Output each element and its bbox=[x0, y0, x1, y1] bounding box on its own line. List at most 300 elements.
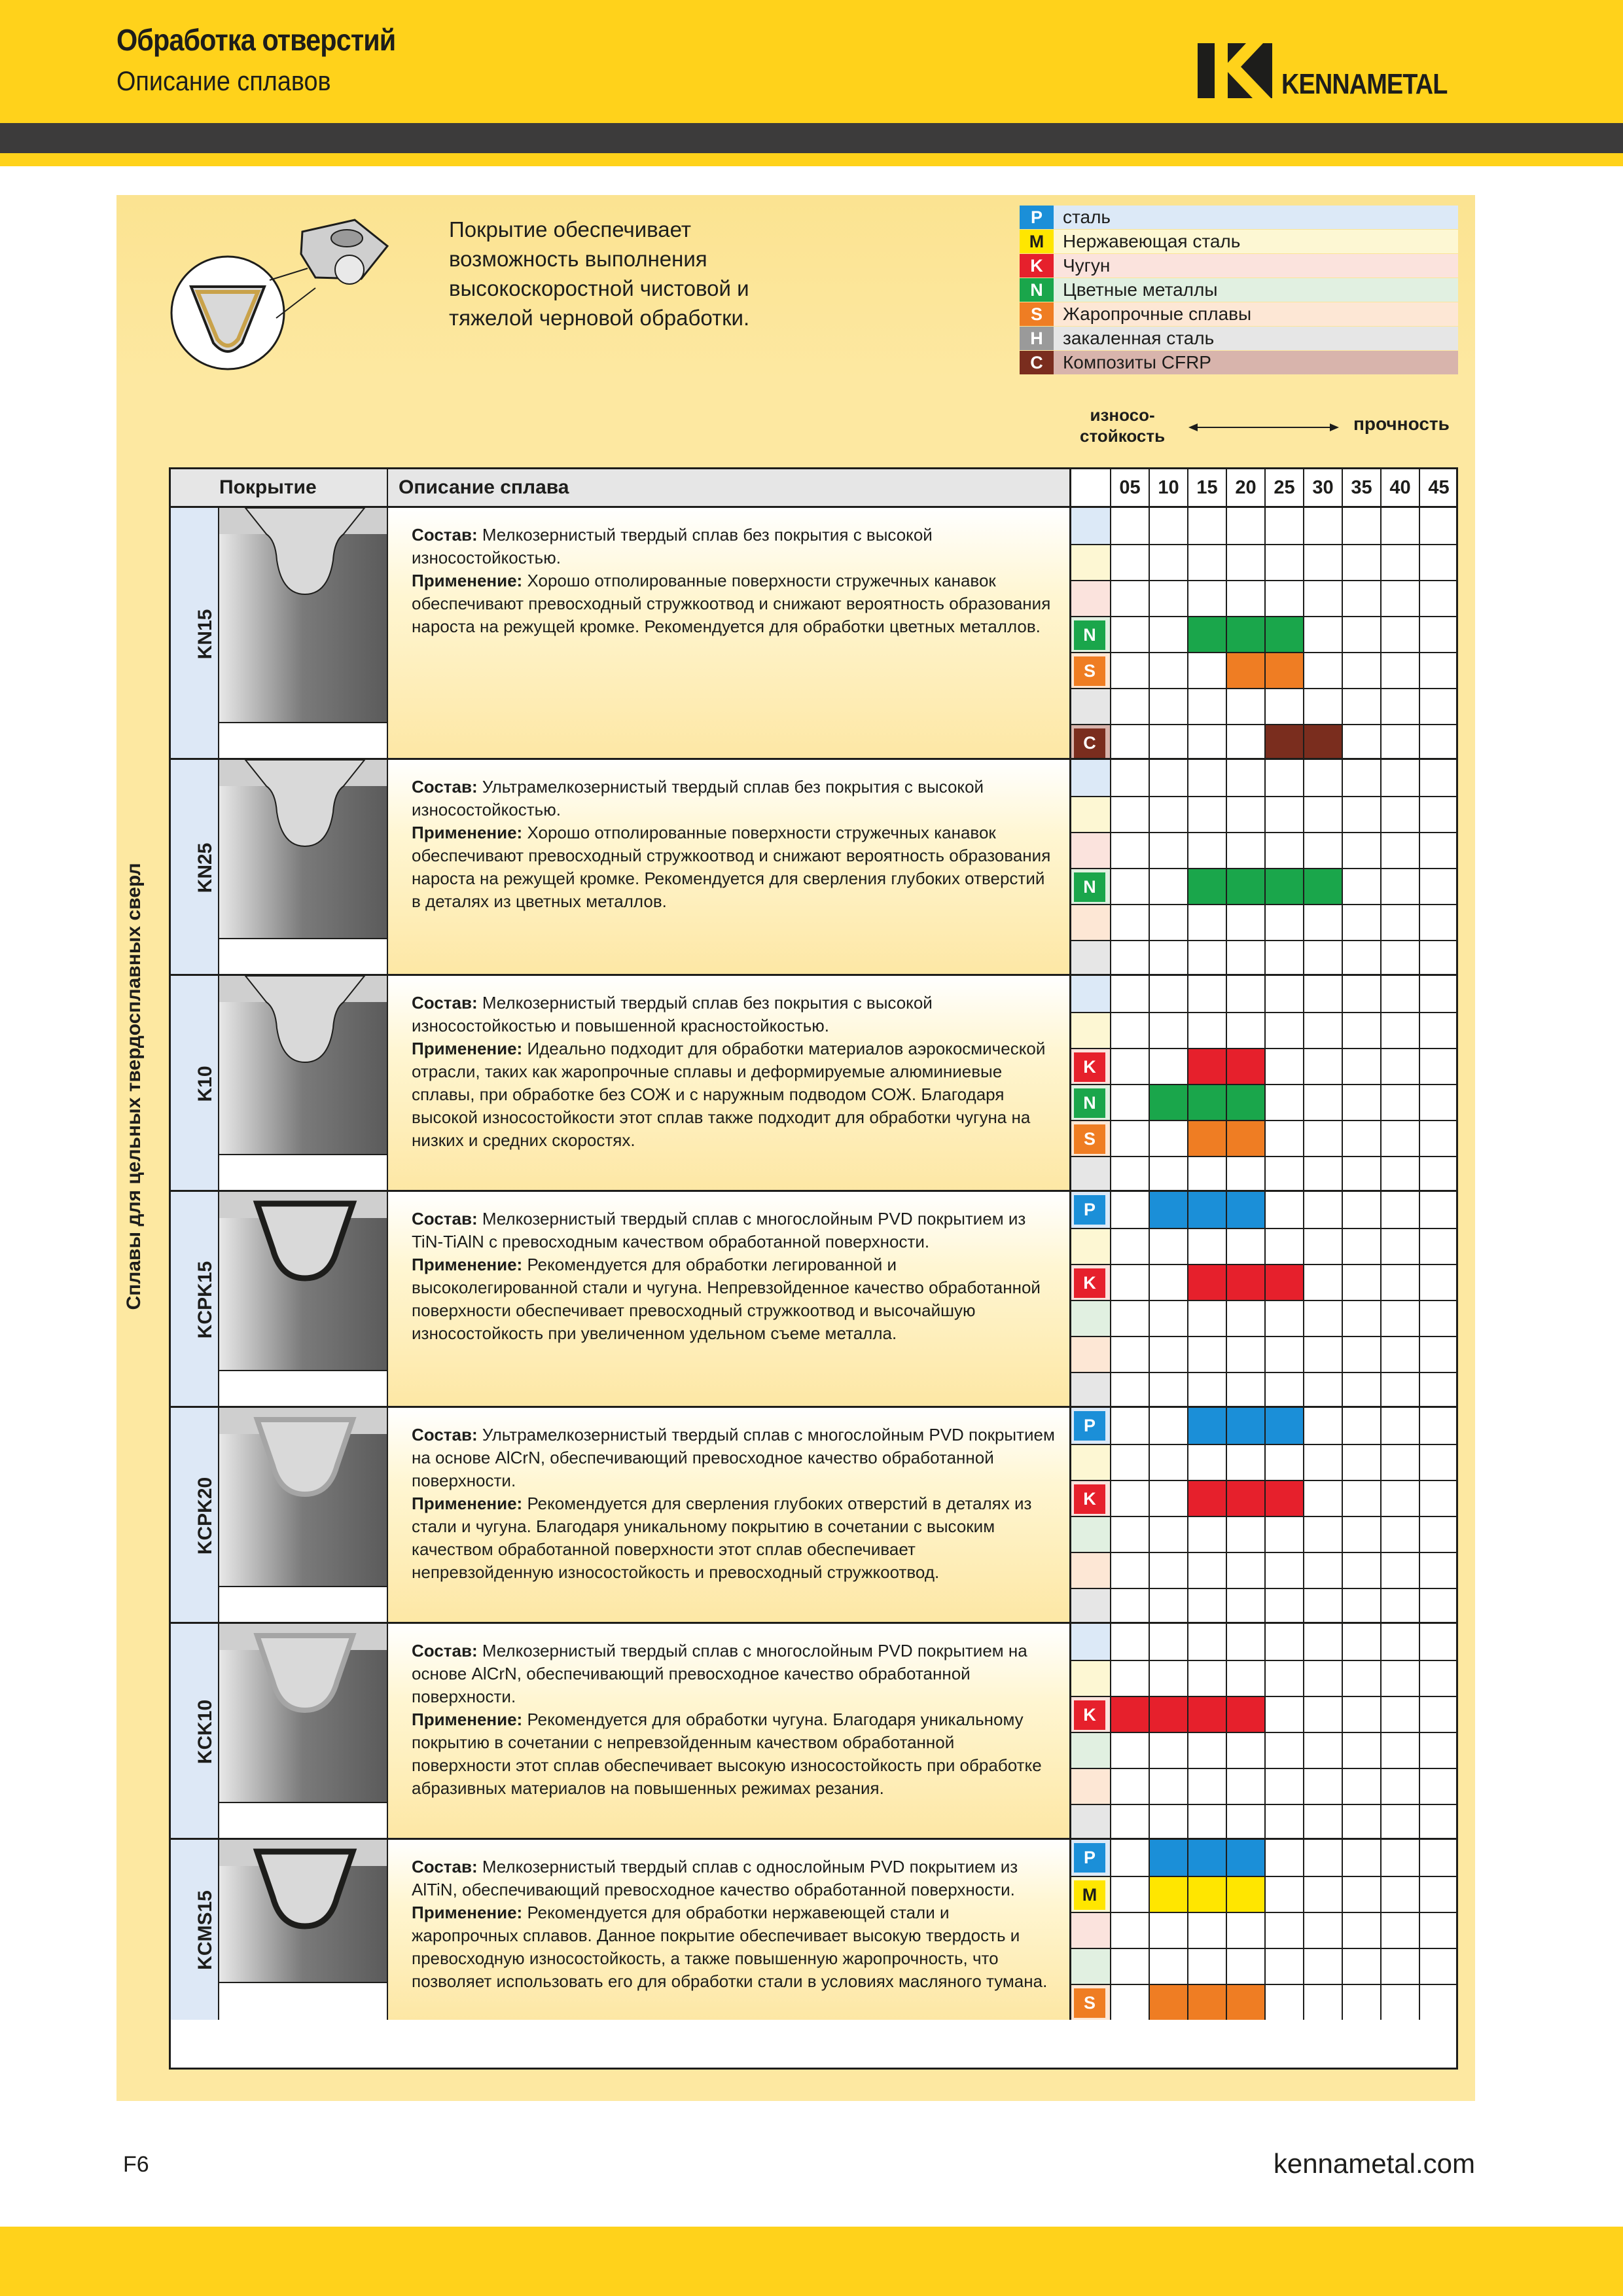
grade-row-n bbox=[1071, 616, 1456, 652]
application-text bbox=[412, 1708, 1055, 1800]
grade-cell bbox=[1380, 1553, 1419, 1588]
grade-cell bbox=[1303, 1517, 1342, 1552]
grade-cell bbox=[1187, 1949, 1226, 1984]
grade-cell bbox=[1226, 1985, 1264, 2020]
grade-cell bbox=[1264, 1553, 1303, 1588]
grade-cell bbox=[1303, 1265, 1342, 1300]
grade-cell bbox=[1226, 1229, 1264, 1264]
page-number: F6 bbox=[123, 2152, 149, 2177]
grade-cell bbox=[1419, 905, 1457, 940]
grade-cell bbox=[1226, 1013, 1264, 1048]
coating-illustration bbox=[219, 1840, 388, 2020]
grade-row-h bbox=[1071, 1804, 1456, 1840]
legend-code: N bbox=[1020, 278, 1054, 302]
grade-cell bbox=[1303, 1013, 1342, 1048]
alloy-name-cell bbox=[171, 1624, 219, 1840]
grade-cell bbox=[1264, 1013, 1303, 1048]
grade-cell bbox=[1380, 1337, 1419, 1372]
composition-label: Состав: bbox=[412, 1425, 478, 1444]
grade-cell bbox=[1187, 1877, 1226, 1912]
material-tag: K bbox=[1074, 1484, 1105, 1514]
alloy-name-cell bbox=[171, 1192, 219, 1408]
grade-cell bbox=[1110, 1049, 1149, 1084]
grade-cell bbox=[1149, 508, 1187, 544]
grade-row-m bbox=[1071, 1876, 1456, 1912]
grade-cell bbox=[1187, 905, 1226, 940]
grade-cell bbox=[1264, 869, 1303, 904]
material-tag: S bbox=[1074, 656, 1105, 686]
material-tag: P bbox=[1074, 1411, 1105, 1441]
grade-cell bbox=[1264, 1192, 1303, 1228]
header-dark-bar bbox=[0, 123, 1623, 153]
grade-cell bbox=[1110, 725, 1149, 760]
grade-cell bbox=[1342, 797, 1380, 832]
grade-cell bbox=[1149, 905, 1187, 940]
material-swatch bbox=[1071, 1157, 1110, 1192]
grade-cell bbox=[1342, 1085, 1380, 1120]
grade-cell bbox=[1342, 1481, 1380, 1516]
grade-cell bbox=[1419, 545, 1457, 580]
grade-cell bbox=[1419, 1481, 1457, 1516]
grade-cell bbox=[1380, 1157, 1419, 1192]
alloy-description bbox=[388, 976, 1071, 1192]
grade-cell bbox=[1187, 581, 1226, 616]
grade-row-k bbox=[1071, 1480, 1456, 1516]
grade-cell bbox=[1226, 725, 1264, 760]
grade-cell bbox=[1380, 1697, 1419, 1732]
material-tag: P bbox=[1074, 1195, 1105, 1225]
composition-value: Мелкозернистый твердый сплав с многослойным PVD покрытием на основе AlCrN, обеспечивающий превосходное качество обработанной поверхности. bbox=[412, 1641, 1027, 1706]
material-swatch bbox=[1071, 545, 1110, 580]
application-value: Рекомендуется для сверления глубоких отверстий в деталях из стали и чугуна. Благодаря уникальному покрытию в сочетании с высоким качеством обработанной поверхности этот сплав обеспечивает непревзойденную износостойкость и превосходный стружкоотвод. bbox=[412, 1494, 1032, 1582]
grade-cell bbox=[1149, 797, 1187, 832]
grade-cell bbox=[1226, 1877, 1264, 1912]
grade-cell bbox=[1110, 545, 1149, 580]
grade-cell bbox=[1149, 869, 1187, 904]
grade-cell bbox=[1380, 725, 1419, 760]
grade-cell bbox=[1419, 1769, 1457, 1804]
grade-cell bbox=[1187, 1408, 1226, 1444]
grade-cell bbox=[1303, 581, 1342, 616]
grade-cell bbox=[1419, 1229, 1457, 1264]
grade-row-p bbox=[1071, 1840, 1456, 1876]
legend-label: Цветные металлы bbox=[1054, 278, 1458, 302]
grade-cell bbox=[1380, 905, 1419, 940]
grade-cell bbox=[1342, 1985, 1380, 2020]
grade-cell bbox=[1342, 1049, 1380, 1084]
composition-label: Состав: bbox=[412, 993, 478, 1013]
grade-cell bbox=[1342, 1337, 1380, 1372]
grade-cell bbox=[1110, 1877, 1149, 1912]
alloy-row-kcms15 bbox=[171, 1838, 1456, 2018]
grade-row-m bbox=[1071, 1444, 1456, 1480]
grade-cell bbox=[1342, 1517, 1380, 1552]
grade-header-blank bbox=[1071, 469, 1110, 506]
grade-cell bbox=[1264, 1229, 1303, 1264]
grade-cell bbox=[1149, 833, 1187, 868]
grade-cell bbox=[1226, 581, 1264, 616]
grade-row-p bbox=[1071, 760, 1456, 796]
grade-cell bbox=[1226, 1085, 1264, 1120]
alloy-description bbox=[388, 1624, 1071, 1840]
material-swatch bbox=[1071, 1949, 1110, 1984]
grade-cell bbox=[1187, 725, 1226, 760]
header-yellow-line bbox=[0, 153, 1623, 166]
grade-cell bbox=[1342, 1805, 1380, 1840]
grade-cell bbox=[1149, 545, 1187, 580]
grade-cell bbox=[1187, 1805, 1226, 1840]
grade-cell bbox=[1303, 1481, 1342, 1516]
alloy-name: KCK10 bbox=[194, 1699, 216, 1765]
grade-cell bbox=[1303, 1769, 1342, 1804]
grade-row-h bbox=[1071, 1372, 1456, 1408]
grade-cell bbox=[1187, 869, 1226, 904]
grade-cell bbox=[1264, 1805, 1303, 1840]
material-swatch bbox=[1071, 797, 1110, 832]
grade-cell bbox=[1264, 581, 1303, 616]
alloy-name-cell bbox=[171, 1840, 219, 2020]
grade-cell bbox=[1110, 1445, 1149, 1480]
grade-cell bbox=[1303, 869, 1342, 904]
material-swatch bbox=[1071, 1517, 1110, 1552]
application-label: Применение: bbox=[412, 1903, 523, 1922]
material-tag: N bbox=[1074, 872, 1105, 902]
grade-cell bbox=[1110, 1301, 1149, 1336]
grade-cell bbox=[1264, 1445, 1303, 1480]
grade-cell bbox=[1149, 976, 1187, 1012]
application-label: Применение: bbox=[412, 1710, 523, 1729]
grade-cell bbox=[1419, 1049, 1457, 1084]
grade-cell bbox=[1303, 1949, 1342, 1984]
grade-cell bbox=[1303, 1229, 1342, 1264]
grade-cell bbox=[1303, 797, 1342, 832]
grade-cell bbox=[1110, 581, 1149, 616]
scale-wear-label: износо- стойкость bbox=[1080, 405, 1166, 446]
grade-row-n bbox=[1071, 1516, 1456, 1552]
grade-cell bbox=[1226, 1265, 1264, 1300]
grade-cell bbox=[1110, 508, 1149, 544]
grade-cell bbox=[1226, 1481, 1264, 1516]
legend-code: H bbox=[1020, 327, 1054, 350]
grade-cell bbox=[1264, 1985, 1303, 2020]
legend-code: S bbox=[1020, 302, 1054, 326]
grade-cell bbox=[1303, 1697, 1342, 1732]
grade-cell bbox=[1303, 1624, 1342, 1660]
grade-cell bbox=[1342, 1408, 1380, 1444]
grade-cell bbox=[1419, 1733, 1457, 1768]
grade-cell bbox=[1187, 1049, 1226, 1084]
grade-cell bbox=[1187, 941, 1226, 976]
material-swatch bbox=[1071, 1553, 1110, 1588]
grade-row-s bbox=[1071, 1984, 1456, 2020]
grade-cell bbox=[1342, 545, 1380, 580]
alloy-name: KN25 bbox=[194, 842, 216, 893]
grade-cell bbox=[1149, 1085, 1187, 1120]
alloy-name: KCMS15 bbox=[194, 1890, 216, 1970]
grade-cell bbox=[1110, 1589, 1149, 1624]
grade-cell bbox=[1303, 1805, 1342, 1840]
grade-cell bbox=[1264, 1840, 1303, 1876]
grade-cell bbox=[1187, 1840, 1226, 1876]
grade-cell bbox=[1419, 1697, 1457, 1732]
legend-code: C bbox=[1020, 351, 1054, 374]
grade-cell bbox=[1187, 1733, 1226, 1768]
grade-cell bbox=[1342, 869, 1380, 904]
grade-cell bbox=[1380, 1769, 1419, 1804]
grade-cell bbox=[1303, 1733, 1342, 1768]
grade-cell bbox=[1264, 1265, 1303, 1300]
application-value: Хорошо отполированные поверхности стружечных канавок обеспечивают превосходный стружкоотвод и снижают вероятность образования нароста на режущей кромке. Рекомендуется для обработки цветных металлов. bbox=[412, 571, 1051, 636]
grade-cell bbox=[1149, 1733, 1187, 1768]
grade-cell bbox=[1303, 508, 1342, 544]
grade-cell bbox=[1303, 1589, 1342, 1624]
material-swatch bbox=[1071, 760, 1110, 796]
grade-cell bbox=[1342, 905, 1380, 940]
grade-row-p bbox=[1071, 1408, 1456, 1444]
grade-cell bbox=[1110, 1337, 1149, 1372]
grade-cell bbox=[1342, 833, 1380, 868]
grade-cell bbox=[1226, 1373, 1264, 1408]
grade-cell bbox=[1226, 1697, 1264, 1732]
grade-cell bbox=[1380, 833, 1419, 868]
material-swatch bbox=[1071, 689, 1110, 724]
material-swatch bbox=[1071, 1624, 1110, 1660]
legend-label: закаленная сталь bbox=[1054, 327, 1458, 350]
grade-cell bbox=[1303, 1840, 1342, 1876]
grade-cell bbox=[1303, 1373, 1342, 1408]
grade-cell bbox=[1149, 1805, 1187, 1840]
grade-cell bbox=[1264, 760, 1303, 796]
grade-cell bbox=[1110, 1373, 1149, 1408]
grade-cell bbox=[1342, 1192, 1380, 1228]
material-tag: K bbox=[1074, 1268, 1105, 1298]
grade-cell bbox=[1187, 1553, 1226, 1588]
grade-row-k bbox=[1071, 580, 1456, 616]
application-text bbox=[412, 1253, 1055, 1345]
legend-code: M bbox=[1020, 230, 1054, 253]
grade-cell bbox=[1226, 941, 1264, 976]
grade-cell bbox=[1149, 1985, 1187, 2020]
grade-cell bbox=[1380, 1877, 1419, 1912]
grade-cell bbox=[1110, 941, 1149, 976]
grade-cell bbox=[1149, 1553, 1187, 1588]
grade-row-h bbox=[1071, 688, 1456, 724]
grade-cell bbox=[1226, 1157, 1264, 1192]
application-text bbox=[412, 1492, 1055, 1584]
grade-cell bbox=[1264, 1517, 1303, 1552]
legend-code: P bbox=[1020, 206, 1054, 229]
composition-value: Мелкозернистый твердый сплав без покрытия с высокой износостойкостью. bbox=[412, 525, 933, 567]
grade-cell bbox=[1187, 1481, 1226, 1516]
legend-row bbox=[1020, 327, 1458, 350]
grade-cell bbox=[1342, 508, 1380, 544]
grade-cell bbox=[1419, 1624, 1457, 1660]
grade-cell bbox=[1303, 653, 1342, 688]
grade-cell bbox=[1264, 689, 1303, 724]
grade-cell bbox=[1187, 1445, 1226, 1480]
grade-cell bbox=[1419, 1192, 1457, 1228]
grade-cell bbox=[1110, 689, 1149, 724]
grade-cell bbox=[1187, 1697, 1226, 1732]
grade-cell bbox=[1303, 1049, 1342, 1084]
grade-cell bbox=[1264, 941, 1303, 976]
grade-cell bbox=[1264, 1481, 1303, 1516]
grade-cell bbox=[1380, 1517, 1419, 1552]
alloy-name-cell bbox=[171, 760, 219, 976]
material-swatch bbox=[1071, 1445, 1110, 1480]
composition-label: Состав: bbox=[412, 1641, 478, 1660]
grade-cell bbox=[1264, 508, 1303, 544]
grade-cell bbox=[1149, 1589, 1187, 1624]
grade-cell bbox=[1380, 1624, 1419, 1660]
grade-cell bbox=[1419, 1301, 1457, 1336]
material-swatch bbox=[1071, 1301, 1110, 1336]
material-swatch bbox=[1071, 508, 1110, 544]
grade-cell bbox=[1187, 833, 1226, 868]
grade-cell bbox=[1380, 1408, 1419, 1444]
grade-cell bbox=[1342, 1624, 1380, 1660]
grade-cell bbox=[1226, 617, 1264, 652]
grade-cell bbox=[1110, 653, 1149, 688]
website[interactable]: kennametal.com bbox=[1273, 2148, 1475, 2179]
grade-cell bbox=[1187, 1624, 1226, 1660]
col-desc-header: Описание сплава bbox=[388, 469, 1071, 506]
alloy-description bbox=[388, 1192, 1071, 1408]
composition-label: Состав: bbox=[412, 777, 478, 797]
grade-cell bbox=[1110, 1192, 1149, 1228]
grade-cell bbox=[1149, 1481, 1187, 1516]
application-text bbox=[412, 821, 1055, 913]
grade-cell bbox=[1226, 1913, 1264, 1948]
grade-cell bbox=[1419, 833, 1457, 868]
grade-row-h bbox=[1071, 1156, 1456, 1192]
grade-row-m bbox=[1071, 544, 1456, 580]
application-label: Применение: bbox=[412, 1494, 523, 1513]
grade-cell bbox=[1226, 869, 1264, 904]
material-tag: N bbox=[1074, 1088, 1105, 1118]
grade-row-n bbox=[1071, 1732, 1456, 1768]
grade-cell bbox=[1419, 1517, 1457, 1552]
grade-cell bbox=[1419, 869, 1457, 904]
composition-value: Мелкозернистый твердый сплав с многослойным PVD покрытием из TiN-TiAlN с превосходным качеством обработанной поверхности. bbox=[412, 1209, 1026, 1251]
grade-cell bbox=[1149, 725, 1187, 760]
material-tag: K bbox=[1074, 1052, 1105, 1082]
grade-cell bbox=[1380, 941, 1419, 976]
grade-row-s bbox=[1071, 652, 1456, 688]
grade-cell bbox=[1264, 1913, 1303, 1948]
grade-row-p bbox=[1071, 1192, 1456, 1228]
application-text bbox=[412, 1037, 1055, 1152]
grade-cell bbox=[1149, 1337, 1187, 1372]
grade-cell bbox=[1419, 653, 1457, 688]
legend-label: Композиты CFRP bbox=[1054, 351, 1458, 374]
composition-text bbox=[412, 1424, 1055, 1492]
grade-cell bbox=[1149, 1265, 1187, 1300]
grade-row-m bbox=[1071, 1012, 1456, 1048]
grade-cell bbox=[1110, 869, 1149, 904]
grade-row-s bbox=[1071, 1768, 1456, 1804]
grade-cell bbox=[1380, 1949, 1419, 1984]
legend-label: Чугун bbox=[1054, 254, 1458, 278]
grade-cell bbox=[1303, 1877, 1342, 1912]
grade-cell bbox=[1419, 1661, 1457, 1696]
grade-cell bbox=[1149, 1624, 1187, 1660]
grade-cell bbox=[1110, 1805, 1149, 1840]
grade-cell bbox=[1419, 1553, 1457, 1588]
grade-cell bbox=[1419, 1337, 1457, 1372]
grade-cell bbox=[1342, 760, 1380, 796]
grade-cell bbox=[1342, 1229, 1380, 1264]
grade-row-n bbox=[1071, 1300, 1456, 1336]
grade-cell bbox=[1110, 1949, 1149, 1984]
material-swatch bbox=[1071, 833, 1110, 868]
grade-cell bbox=[1342, 1265, 1380, 1300]
grade-cell bbox=[1342, 1840, 1380, 1876]
grade-cell bbox=[1110, 976, 1149, 1012]
grade-cell bbox=[1226, 905, 1264, 940]
grade-cell bbox=[1110, 1265, 1149, 1300]
grade-cell bbox=[1149, 1769, 1187, 1804]
grade-cell bbox=[1303, 1301, 1342, 1336]
grade-cell bbox=[1187, 1229, 1226, 1264]
grade-cell bbox=[1187, 653, 1226, 688]
grade-cell bbox=[1226, 1661, 1264, 1696]
grade-row-h bbox=[1071, 940, 1456, 976]
grade-cell bbox=[1226, 1769, 1264, 1804]
grade-cell bbox=[1419, 1589, 1457, 1624]
intro-text: Покрытие обеспечивает возможность выполнения высокоскоростной чистовой и тяжелой черновой обработки. bbox=[449, 217, 750, 330]
grade-cell bbox=[1419, 976, 1457, 1012]
composition-label: Состав: bbox=[412, 525, 478, 545]
coating-illustration bbox=[219, 976, 388, 1192]
alloy-row-kcpk20 bbox=[171, 1406, 1456, 1622]
grade-cell bbox=[1187, 1373, 1226, 1408]
grade-cell bbox=[1380, 689, 1419, 724]
material-tag: M bbox=[1074, 1880, 1105, 1910]
material-swatch bbox=[1071, 905, 1110, 940]
material-swatch bbox=[1071, 581, 1110, 616]
grade-cell bbox=[1380, 1229, 1419, 1264]
coating-illustration bbox=[219, 1408, 388, 1624]
grade-cell bbox=[1110, 1157, 1149, 1192]
grade-row-m bbox=[1071, 796, 1456, 832]
grade-cell bbox=[1303, 905, 1342, 940]
grade-cell bbox=[1419, 1157, 1457, 1192]
composition-text bbox=[412, 524, 1055, 569]
grade-cell bbox=[1303, 689, 1342, 724]
grade-cell bbox=[1342, 689, 1380, 724]
grade-cell bbox=[1380, 1445, 1419, 1480]
grade-cell bbox=[1264, 976, 1303, 1012]
grade-cell bbox=[1110, 617, 1149, 652]
grade-row-k bbox=[1071, 1048, 1456, 1084]
grade-cell bbox=[1264, 1373, 1303, 1408]
page-title: Обработка отверстий bbox=[116, 23, 396, 57]
alloy-row-kck10 bbox=[171, 1622, 1456, 1838]
grade-cell bbox=[1342, 1553, 1380, 1588]
grade-cell bbox=[1149, 941, 1187, 976]
grade-cell bbox=[1226, 1589, 1264, 1624]
grade-cell bbox=[1419, 1373, 1457, 1408]
grade-header-45: 45 bbox=[1419, 469, 1457, 506]
grade-cell bbox=[1149, 1013, 1187, 1048]
alloy-row-kn15 bbox=[171, 506, 1456, 758]
grade-cell bbox=[1264, 1733, 1303, 1768]
grade-cell bbox=[1380, 797, 1419, 832]
grade-cell bbox=[1380, 1085, 1419, 1120]
grade-cell bbox=[1264, 725, 1303, 760]
grade-cell bbox=[1110, 1481, 1149, 1516]
